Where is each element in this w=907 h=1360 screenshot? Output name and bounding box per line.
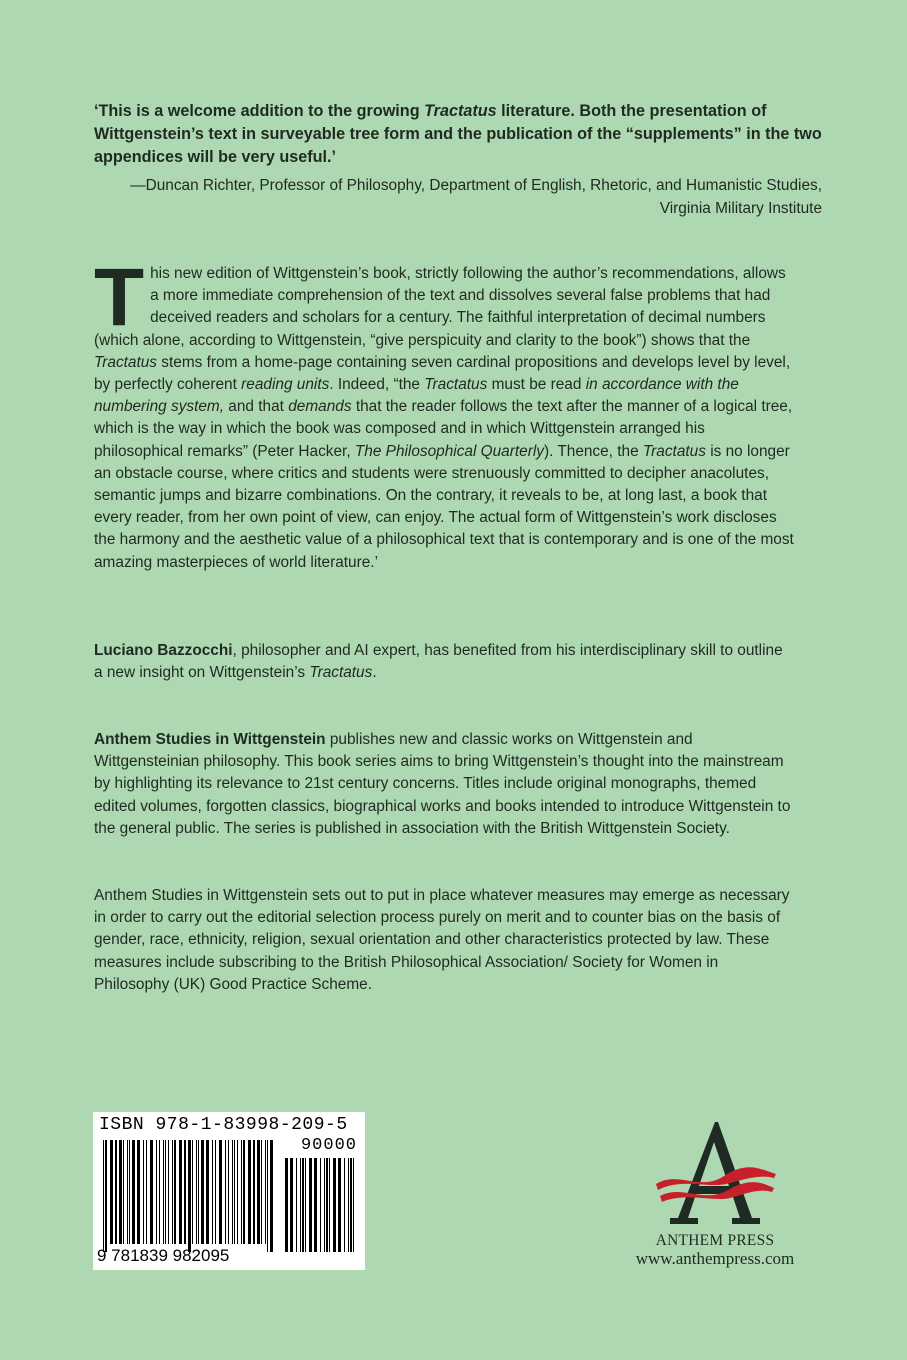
barcode-bar bbox=[261, 1140, 262, 1244]
barcode-bar bbox=[248, 1140, 251, 1244]
barcode-bar bbox=[179, 1140, 182, 1244]
barcode-bar bbox=[143, 1140, 144, 1244]
barcode-bar bbox=[350, 1158, 352, 1252]
barcode-bar bbox=[129, 1140, 130, 1244]
ean-digits: 9 781839 982095 bbox=[97, 1246, 230, 1265]
barcode-bar bbox=[305, 1158, 306, 1252]
endorsement-attribution: —Duncan Richter, Professor of Philosophy, Department of English, Rhetoric, and Humanistic Studies, Virginia Military Institute bbox=[130, 177, 822, 217]
barcode-bar bbox=[257, 1140, 260, 1244]
barcode-bar bbox=[219, 1140, 222, 1244]
barcode-bar bbox=[320, 1158, 321, 1252]
barcode-bar bbox=[174, 1140, 176, 1244]
barcode-bar bbox=[267, 1140, 268, 1252]
barcode-bar bbox=[344, 1158, 345, 1252]
barcode-bar bbox=[127, 1140, 128, 1244]
barcode-bar bbox=[234, 1140, 235, 1244]
barcode-bar bbox=[215, 1140, 216, 1244]
barcode-bar bbox=[290, 1158, 293, 1252]
barcode-bar bbox=[163, 1140, 164, 1244]
barcode-bar bbox=[150, 1140, 153, 1244]
book-description: This new edition of Wittgenstein’s book, strictly following the author’s recommendations, allows a more immediate comprehension of the text and dissolves several false problems that had deceived readers and scholars for a century. The faithful interpretation of decimal numbers (which alone, according to Wittgenstein, “give perspicuity and clarity to the book”) shows that the Tractatus stems from a home-page containing seven cardinal propositions and develops level by level, by perfectly coherent reading units. Indeed, “the Tractatus must be read in accordance with the numbering system, and that demands that the reader follows the text after the manner of a logical tree, which is the way in which the book was composed and in which Wittgenstein arranged his philosophical remarks” (Peter Hacker, The Philosophical Quarterly). Thence, the Tractatus is no longer an obstacle course, where critics and students were strenuously committed to decipher anacolutes, semantic jumps and bizarre combinations. On the contrary, it reveals to be, at long last, a book that every reader, from her own point of view, can enjoy. The actual form of Wittgenstein’s work discloses the harmony and the aesthetic value of a philosophical text that is contemporary and is one of the most amazing masterpieces of world literature.’ bbox=[94, 252, 794, 571]
series-policy: Anthem Studies in Wittgenstein sets out to put in place whatever measures may emerge as necessary in order to carry out the editorial selection process purely on merit and to counter bias on the basis of gender, race, ethnicity, religion, sexual orientation and other characteristics protected by law. These measures include subscribing to the British Philosophical Association/ Society for Women in Philosophy (UK) Good Practice Scheme. bbox=[94, 887, 790, 993]
anthem-logo-icon bbox=[648, 1118, 782, 1228]
barcode-bar bbox=[253, 1140, 255, 1244]
barcode-bar bbox=[232, 1140, 233, 1244]
barcode-bar bbox=[285, 1158, 288, 1252]
publisher-url[interactable]: www.anthempress.com bbox=[635, 1249, 795, 1268]
barcode-bar bbox=[105, 1140, 107, 1252]
barcode-bar bbox=[326, 1158, 328, 1252]
barcode-bar bbox=[296, 1158, 297, 1252]
barcode-bar bbox=[168, 1140, 169, 1244]
publisher-name: ANTHEM PRESS bbox=[655, 1232, 775, 1249]
barcode-bar bbox=[123, 1140, 124, 1244]
barcode-bar bbox=[348, 1158, 349, 1252]
barcode-bar bbox=[184, 1140, 186, 1244]
publisher-block bbox=[600, 1118, 830, 1278]
barcode-bar bbox=[206, 1140, 209, 1244]
barcode-bar bbox=[324, 1158, 325, 1252]
barcode-bar bbox=[237, 1140, 238, 1244]
barcode-bar bbox=[333, 1158, 336, 1252]
barcode-bar bbox=[338, 1158, 341, 1252]
barcode-bar bbox=[132, 1140, 135, 1244]
barcode-bar bbox=[228, 1140, 229, 1244]
barcode-bar bbox=[270, 1140, 273, 1252]
barcode-bar bbox=[300, 1158, 301, 1252]
barcode-bar bbox=[115, 1140, 117, 1244]
barcode-bar bbox=[119, 1140, 122, 1244]
barcode-bar bbox=[309, 1158, 312, 1252]
barcode-bar bbox=[103, 1140, 104, 1252]
drop-cap: T bbox=[94, 252, 145, 343]
barcode-bar bbox=[241, 1140, 242, 1244]
series-description: Anthem Studies in Wittgenstein publishes new and classic works on Wittgenstein and Wittgensteinian philosophy. This book series aims to bring Wittgenstein’s thought into the mainstream by highlighting its relevance to 21st century concerns. Titles include original monographs, themed edited volumes, forgotten classics, biographical works and books intended to introduce Wittgenstein to the general public. The series is published in association with the British Wittgenstein Society. bbox=[94, 731, 791, 837]
barcode-bar bbox=[243, 1140, 245, 1244]
barcode-bar bbox=[172, 1140, 173, 1244]
isbn-barcode bbox=[93, 1112, 365, 1270]
barcode-bar bbox=[314, 1158, 317, 1252]
barcode-bar bbox=[159, 1140, 160, 1244]
author-bio: Luciano Bazzocchi, philosopher and AI expert, has benefited from his interdisciplinary skill to outline a new insight on Wittgenstein’s Tractatus. bbox=[94, 642, 783, 682]
barcode-bar bbox=[198, 1140, 199, 1244]
barcode-bar bbox=[146, 1140, 147, 1244]
barcode-bar bbox=[201, 1140, 204, 1244]
barcode-bar bbox=[212, 1140, 213, 1244]
barcode-bar bbox=[192, 1140, 193, 1244]
barcode-bar bbox=[165, 1140, 166, 1244]
isbn-text: ISBN 978-1-83998-209-5 bbox=[99, 1115, 348, 1135]
barcode-bar bbox=[156, 1140, 157, 1244]
barcode-bar bbox=[196, 1140, 197, 1244]
price-code: 90000 bbox=[300, 1136, 357, 1155]
barcode-bar bbox=[137, 1140, 140, 1244]
barcode-bar bbox=[329, 1158, 330, 1252]
barcode-bar bbox=[302, 1158, 304, 1252]
barcode-bar bbox=[188, 1140, 191, 1252]
barcode-bar bbox=[353, 1158, 354, 1252]
endorsement-quote: ‘This is a welcome addition to the growing Tractatus literature. Both the presentation of Wittgenstein’s text in surveyable tree form and the publication of the “supplements” in the two appendices will be very useful.’ bbox=[94, 102, 822, 166]
barcode-bar bbox=[110, 1140, 113, 1244]
barcode-bar bbox=[265, 1140, 266, 1244]
barcode-bar bbox=[225, 1140, 226, 1244]
